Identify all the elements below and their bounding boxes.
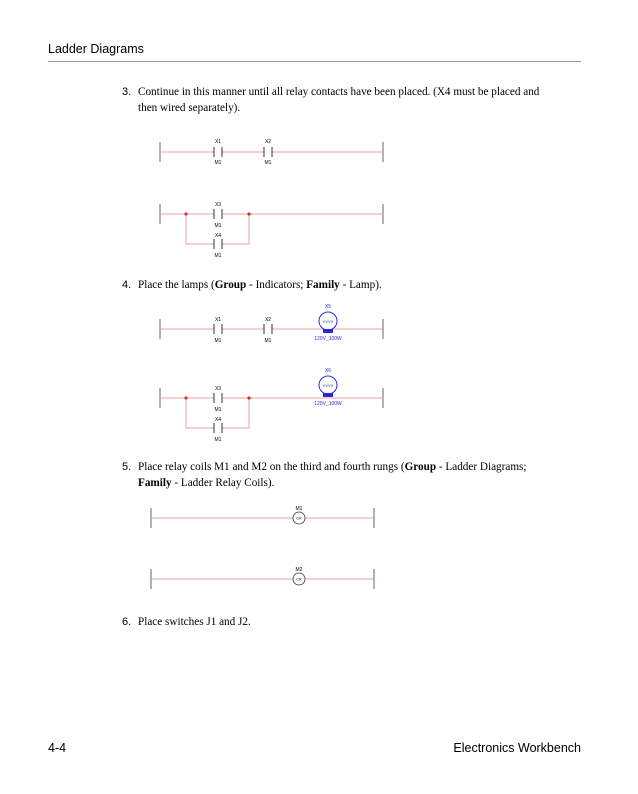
running-header: Ladder Diagrams xyxy=(48,42,144,56)
contact-x3 xyxy=(214,386,222,413)
lamp-x6 xyxy=(314,368,342,407)
junction-node xyxy=(184,212,187,215)
contact-x3 xyxy=(214,202,222,229)
contact-label: X3 xyxy=(214,386,222,392)
coil-label: M2 xyxy=(295,567,303,573)
step-number: 3. xyxy=(122,86,132,98)
branch-wire xyxy=(186,214,214,244)
step-text: Place switches J1 and J2. xyxy=(138,616,251,628)
lamp-x5 xyxy=(314,304,342,342)
contact-x4 xyxy=(214,417,222,443)
coil-glyph: CR xyxy=(296,577,302,582)
contact-relay-label: M1 xyxy=(214,338,222,344)
rung-3 xyxy=(151,506,374,528)
junction-node xyxy=(247,212,250,215)
branch-wire xyxy=(222,214,249,244)
lamp-filament: VVVV xyxy=(322,383,334,388)
coil-glyph: CR xyxy=(296,516,302,521)
page-number: 4-4 xyxy=(48,741,67,755)
ladder-diagram-contacts xyxy=(150,130,390,265)
contact-label: X1 xyxy=(214,139,222,145)
contact-label: X4 xyxy=(214,233,222,239)
contact-label: X4 xyxy=(214,417,222,423)
contact-label: X1 xyxy=(214,317,222,323)
contact-relay-label: M1 xyxy=(214,223,222,229)
contact-x1 xyxy=(214,317,222,344)
lamp-value: 120V_100W xyxy=(314,401,342,407)
junction-node xyxy=(184,396,187,399)
contact-relay-label: M1 xyxy=(214,437,222,443)
step-number: 4. xyxy=(122,279,132,291)
coil-label: M1 xyxy=(295,506,303,512)
lamp-label: X6 xyxy=(324,368,332,374)
step-number: 6. xyxy=(122,616,132,628)
step-number: 5. xyxy=(122,461,132,473)
contact-x1 xyxy=(214,139,222,166)
contact-relay-label: M1 xyxy=(264,338,272,344)
step-text-line2: then wired separately). xyxy=(138,102,241,114)
branch-wire xyxy=(186,398,214,428)
rung-1 xyxy=(160,304,383,344)
contact-x2 xyxy=(264,317,272,344)
contact-relay-label: M1 xyxy=(214,407,222,413)
step-text-line1: Place relay coils M1 and M2 on the third and fourth rungs (Group - Ladder Diagrams; xyxy=(138,461,527,473)
rung-2 xyxy=(160,368,383,443)
coil-m2 xyxy=(293,567,305,585)
step-text: Place the lamps (Group - Indicators; Family - Lamp). xyxy=(138,279,382,291)
rung-2 xyxy=(160,202,383,259)
lamp-base xyxy=(323,329,333,333)
lamp-label: X5 xyxy=(324,304,332,310)
step-text-line2: Family - Ladder Relay Coils). xyxy=(138,477,275,489)
contact-x4 xyxy=(214,233,222,259)
lamp-value: 120V_100W xyxy=(314,336,342,342)
contact-relay-label: M1 xyxy=(214,253,222,259)
ladder-diagram-lamps xyxy=(150,300,390,450)
lamp-filament: VVVV xyxy=(322,319,334,324)
rung-4 xyxy=(151,567,374,589)
rung-1 xyxy=(160,139,383,166)
branch-wire xyxy=(222,398,249,428)
contact-x2 xyxy=(264,139,272,166)
coil-m1 xyxy=(293,506,305,524)
header-rule xyxy=(48,61,581,62)
lamp-base xyxy=(323,393,333,397)
contact-relay-label: M1 xyxy=(214,160,222,166)
ladder-diagram-coils xyxy=(145,500,385,600)
contact-label: X3 xyxy=(214,202,222,208)
contact-label: X2 xyxy=(264,139,272,145)
footer-product: Electronics Workbench xyxy=(453,741,581,755)
step-text-line1: Continue in this manner until all relay contacts have been placed. (X4 must be placed and xyxy=(138,86,540,98)
contact-label: X2 xyxy=(264,317,272,323)
contact-relay-label: M1 xyxy=(264,160,272,166)
junction-node xyxy=(247,396,250,399)
